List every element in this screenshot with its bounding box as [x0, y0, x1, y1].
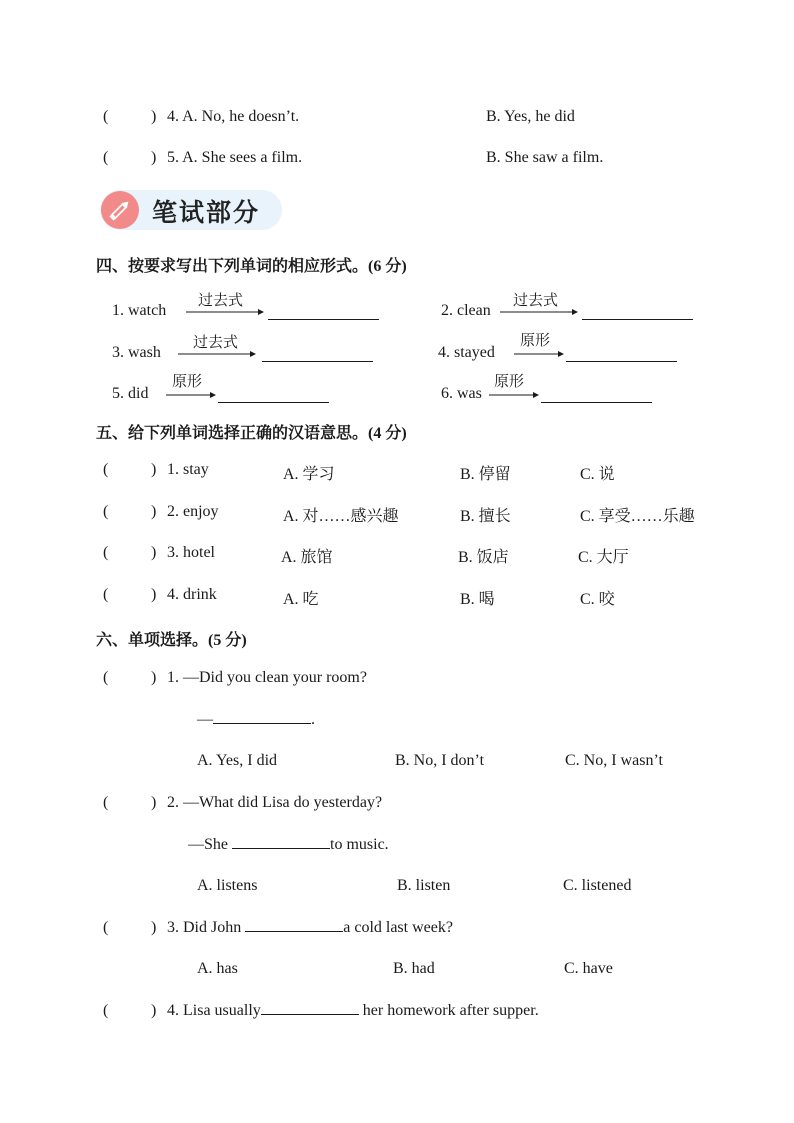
- question-stem: 1. —Did you clean your room?: [167, 669, 367, 686]
- answer-paren-close: ): [151, 544, 157, 561]
- question-text: 5. A. She sees a film.: [167, 149, 303, 166]
- word-item: 3. wash: [112, 344, 161, 361]
- section-banner: [100, 190, 282, 230]
- arrow-icon: [186, 308, 266, 318]
- word-item: 2. clean: [441, 302, 491, 319]
- option-b: B. 停留: [460, 466, 511, 483]
- reply-prefix: —She: [188, 836, 232, 853]
- stem-suffix: a cold last week?: [343, 919, 453, 936]
- transform-label: 过去式: [513, 293, 559, 309]
- answer-paren-close: ): [151, 149, 157, 166]
- stem-prefix: 4. Lisa usually: [167, 1002, 261, 1019]
- answer-blank[interactable]: [218, 401, 329, 403]
- answer-paren-close: ): [151, 108, 157, 125]
- option-a: A. listens: [197, 877, 258, 894]
- question-word: 1. stay: [167, 461, 209, 478]
- answer-blank[interactable]: [582, 318, 693, 320]
- question-stem: [167, 1002, 539, 1020]
- question-row: [103, 108, 108, 126]
- section-heading: 五、给下列单词选择正确的汉语意思。(4 分): [96, 425, 407, 442]
- option-c: C. 说: [580, 466, 615, 483]
- reply-prefix: —: [197, 711, 213, 728]
- option-a: A. 旅馆: [281, 549, 333, 566]
- arrow-icon: [178, 350, 258, 360]
- transform-label: 原形: [520, 333, 551, 349]
- question-word: 4. drink: [167, 586, 217, 603]
- pencil-icon: [101, 191, 139, 229]
- answer-blank[interactable]: [262, 360, 373, 362]
- word-item: 4. stayed: [438, 344, 495, 361]
- answer-blank[interactable]: [541, 401, 652, 403]
- question-row: [103, 149, 108, 167]
- option-c: C. 咬: [580, 591, 615, 608]
- answer-blank[interactable]: [566, 360, 677, 362]
- option-b: B. No, I don’t: [395, 752, 485, 769]
- answer-paren-open[interactable]: (: [103, 503, 109, 520]
- section-heading: 六、单项选择。(5 分): [96, 632, 247, 649]
- answer-blank[interactable]: [261, 1013, 359, 1015]
- answer-blank[interactable]: [268, 318, 379, 320]
- option-b: B. listen: [397, 877, 451, 894]
- answer-paren-close: ): [151, 919, 157, 936]
- answer-blank[interactable]: [232, 847, 330, 849]
- stem-suffix: her homework after supper.: [358, 1002, 539, 1019]
- question-text: 4. A. No, he doesn’t.: [167, 108, 300, 125]
- arrow-icon: [166, 391, 218, 401]
- banner-title: 笔试部分: [152, 198, 261, 227]
- question-word: 3. hotel: [167, 544, 215, 561]
- answer-paren-open[interactable]: (: [103, 794, 109, 811]
- answer-paren-open[interactable]: (: [103, 544, 109, 561]
- answer-paren-open[interactable]: (: [103, 919, 109, 936]
- word-item: 6. was: [441, 385, 482, 402]
- word-item: 1. watch: [112, 302, 167, 319]
- answer-paren-open[interactable]: (: [103, 586, 109, 603]
- answer-blank[interactable]: [245, 930, 343, 932]
- option-c: C. No, I wasn’t: [565, 752, 663, 769]
- transform-label: 过去式: [193, 335, 239, 351]
- question-stem: 2. —What did Lisa do yesterday?: [167, 794, 383, 811]
- option-c: C. 享受……乐趣: [580, 508, 695, 525]
- option-b: B. had: [393, 960, 435, 977]
- reply-line: [188, 836, 389, 854]
- arrow-icon: [489, 391, 541, 401]
- option-a: A. Yes, I did: [197, 752, 278, 769]
- word-item: 5. did: [112, 385, 149, 402]
- answer-paren-open[interactable]: (: [103, 108, 109, 125]
- reply-suffix: to music.: [330, 836, 389, 853]
- reply-line: [197, 711, 315, 729]
- answer-paren-open[interactable]: (: [103, 149, 109, 166]
- reply-suffix: .: [311, 711, 315, 728]
- answer-paren-close: ): [151, 669, 157, 686]
- answer-paren-close: ): [151, 1002, 157, 1019]
- answer-paren-close: ): [151, 794, 157, 811]
- transform-label: 原形: [494, 374, 525, 390]
- option-b: B. 擅长: [460, 508, 511, 525]
- question-word: 2. enjoy: [167, 503, 219, 520]
- section-heading: 四、按要求写出下列单词的相应形式。(6 分): [96, 258, 407, 275]
- option-a: A. 学习: [283, 466, 335, 483]
- option-b: B. Yes, he did: [486, 108, 575, 125]
- option-c: C. listened: [563, 877, 632, 894]
- answer-paren-open[interactable]: (: [103, 1002, 109, 1019]
- option-c: C. 大厅: [578, 549, 629, 566]
- answer-blank[interactable]: [213, 722, 311, 724]
- arrow-icon: [514, 350, 566, 360]
- answer-paren-close: ): [151, 586, 157, 603]
- option-a: A. has: [197, 960, 238, 977]
- answer-paren-open[interactable]: (: [103, 669, 109, 686]
- question-stem: [167, 919, 453, 937]
- option-b: B. 喝: [460, 591, 495, 608]
- option-c: C. have: [564, 960, 613, 977]
- option-a: A. 对……感兴趣: [283, 508, 399, 525]
- arrow-icon: [500, 308, 580, 318]
- answer-paren-close: ): [151, 503, 157, 520]
- transform-label: 过去式: [198, 293, 244, 309]
- option-b: B. She saw a film.: [486, 149, 604, 166]
- stem-prefix: 3. Did John: [167, 919, 246, 936]
- transform-label: 原形: [172, 374, 203, 390]
- option-a: A. 吃: [283, 591, 319, 608]
- option-b: B. 饭店: [458, 549, 509, 566]
- answer-paren-open[interactable]: (: [103, 461, 109, 478]
- answer-paren-close: ): [151, 461, 157, 478]
